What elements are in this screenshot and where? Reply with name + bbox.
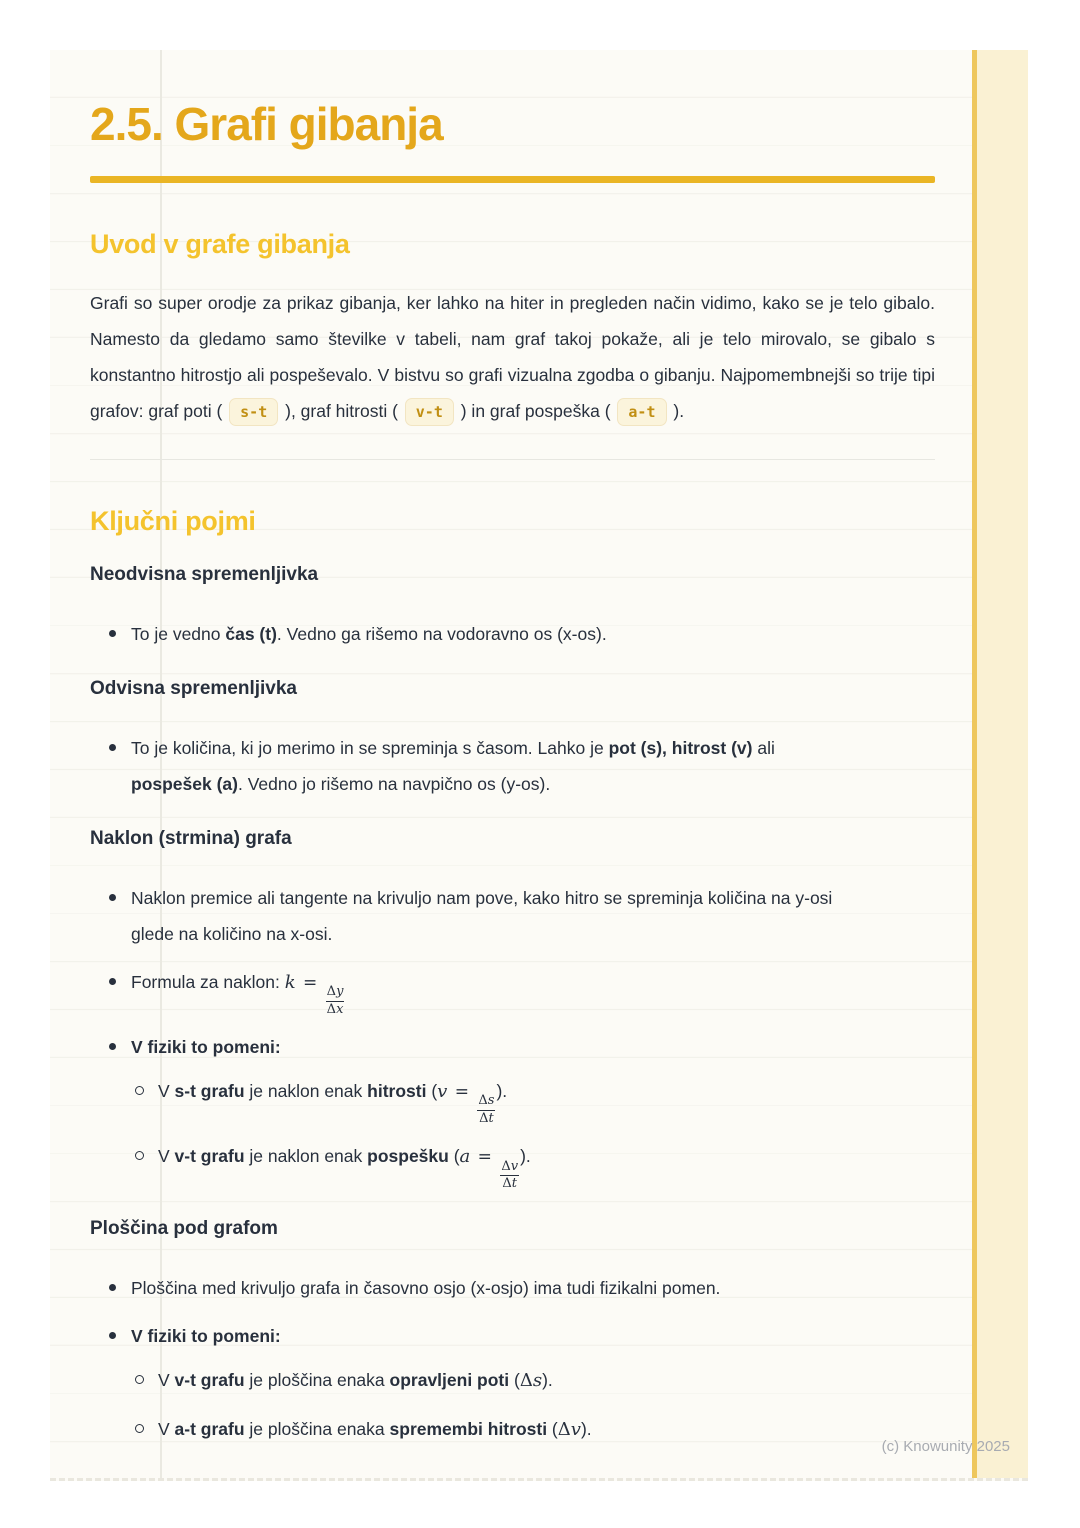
text-run: ( [547, 1418, 558, 1439]
fraction-numerator [326, 985, 345, 1002]
bullet-list [90, 616, 935, 652]
sub-bullet-list [131, 1073, 935, 1191]
inline-code-badge: s-t [229, 398, 278, 426]
math-glyph: Δ [501, 1158, 511, 1174]
sub-list-item [131, 1138, 935, 1191]
list-item [90, 616, 935, 652]
text-run: Grafi so super orodje za prikaz gibanja, ker lahko na hiter in pregleden način vidimo, kako se je telo gibalo. Namesto da gledamo samo številke v tabeli, nam graf takoj pokaže, ali je telo mirovalo, se gibalo s konstantno hitrostjo ali pospeševalo. V bistvu so grafi vizualna zgodba o gibanju. Najpomembnejši so trije tipi grafov: graf poti ( [90, 293, 935, 421]
text-run: ( [448, 1146, 460, 1167]
text-run: ( [426, 1081, 438, 1102]
equals-sign: = [297, 973, 323, 993]
math-glyph: Δ [326, 984, 337, 1000]
math-glyph: x [336, 1001, 344, 1017]
bullet-list [90, 730, 935, 802]
bullet-list [90, 1270, 935, 1448]
text-run: ali [752, 738, 775, 758]
text-run: ). [580, 1418, 592, 1439]
math-glyph: Δ [519, 1369, 533, 1391]
accent-strip [972, 50, 1028, 1478]
text-run: V [158, 1081, 175, 1102]
bold-text: V fiziki to pomeni: [131, 1037, 281, 1058]
bold-text: pospešek (a) [131, 774, 238, 794]
math-glyph: Δ [479, 1110, 489, 1126]
list-item-text [131, 1318, 841, 1354]
page-footer: (c) Knowunity 2025 [881, 1438, 1010, 1455]
text-run: ( [509, 1369, 520, 1390]
bold-text: spremembi hitrosti [389, 1418, 548, 1439]
math-variable [501, 1159, 518, 1174]
list-item [90, 1270, 935, 1306]
math-glyph: t [511, 1176, 518, 1192]
text-run: To je vedno [131, 624, 226, 644]
fraction-numerator [500, 1160, 519, 1177]
bold-text: a-t grafu [174, 1418, 245, 1439]
list-item [90, 964, 935, 1017]
math-variable [437, 1081, 447, 1102]
bold-text: s-t grafu [174, 1081, 245, 1102]
sub-heading: Odvisna spremenljivka [90, 678, 297, 699]
bold-text: hitrost (v) [671, 738, 753, 758]
math-variable [520, 1370, 542, 1391]
text-run: V [158, 1369, 175, 1390]
text-run: je ploščina enaka [244, 1369, 390, 1390]
text-run: ). [668, 401, 685, 421]
math-variable [460, 1146, 471, 1167]
math-expression [437, 1081, 496, 1126]
text-run: ) in graf pospeška ( [455, 401, 616, 421]
list-item-text [131, 880, 841, 952]
text-run: Naklon premice ali tangente na krivuljo nam pove, kako hitro se spreminja količina na y-osi glede na količino na x-osi. [131, 888, 833, 944]
math-glyph: Δ [502, 1176, 512, 1192]
sub-list-item-text [158, 1362, 868, 1399]
sub-list-item [131, 1362, 935, 1399]
list-item-text [131, 1029, 841, 1065]
page-title: 2.5. Grafi gibanja [90, 98, 443, 150]
sub-list-item-text [158, 1073, 868, 1126]
bold-text: pot (s), [608, 738, 667, 758]
text-run: . Vedno ga rišemo na vodoravno os (x-os). [276, 624, 607, 644]
text-run: ). [496, 1081, 508, 1102]
sub-heading: Ploščina pod grafom [90, 1217, 278, 1239]
math-expression [459, 1146, 521, 1192]
math-variable [327, 1002, 344, 1017]
bold-text: hitrosti [367, 1081, 427, 1102]
text-run: Formula za naklon: [131, 972, 285, 992]
sub-heading: Neodvisna spremenljivka [90, 564, 319, 585]
math-glyph: s [532, 1369, 543, 1391]
sub-list-item [131, 1411, 935, 1448]
list-item-text [131, 964, 841, 1017]
fraction-denominator [479, 1111, 494, 1127]
math-glyph: t [488, 1110, 494, 1126]
text-run: . Vedno jo rišemo na navpično os (y-os). [237, 774, 551, 794]
list-item-text [131, 730, 841, 802]
text-run: je naklon enak [244, 1081, 368, 1102]
list-item-text [131, 1270, 841, 1306]
math-expression [284, 972, 346, 1017]
math-fraction [326, 985, 345, 1017]
math-glyph: a [459, 1146, 471, 1168]
text-run: je ploščina enaka [244, 1418, 390, 1439]
sub-list-item-text [158, 1138, 868, 1191]
fraction-denominator [327, 1002, 344, 1018]
math-variable [327, 984, 344, 999]
notebook-paper [50, 50, 1028, 1481]
list-item [90, 730, 935, 802]
math-glyph: Δ [557, 1418, 571, 1440]
math-variable [502, 1176, 517, 1191]
math-glyph: k [284, 972, 296, 993]
math-variable [285, 972, 296, 993]
math-glyph: y [336, 984, 344, 1000]
bold-text: v-t grafu [174, 1369, 245, 1390]
bold-text: V fiziki to pomeni: [131, 1325, 281, 1346]
math-fraction [500, 1160, 519, 1192]
math-glyph: Δ [478, 1093, 488, 1109]
list-item [90, 1029, 935, 1191]
text-run: V [158, 1418, 175, 1439]
math-glyph: v [437, 1081, 448, 1103]
bullet-list [90, 880, 935, 1192]
section-heading: Ključni pojmi [90, 506, 256, 536]
text-run: ). [542, 1369, 553, 1390]
math-variable [478, 1093, 494, 1108]
equals-sign: = [472, 1147, 498, 1168]
math-glyph: v [570, 1418, 581, 1440]
bold-text: čas (t) [225, 624, 277, 644]
text-run: To je količina, ki jo merimo in se spreminja s časom. Lahko je [131, 738, 609, 758]
math-glyph: v [510, 1158, 519, 1174]
sub-heading: Naklon (strmina) grafa [90, 828, 292, 849]
document-content [90, 50, 935, 1460]
equals-sign: = [449, 1082, 475, 1103]
inline-code-badge: v-t [405, 398, 454, 426]
title-rule [90, 176, 935, 183]
math-variable [479, 1111, 494, 1126]
bold-text: opravljeni poti [389, 1369, 510, 1390]
math-fraction [477, 1094, 495, 1126]
list-item-text [131, 616, 841, 652]
text-run: je naklon enak [244, 1146, 368, 1167]
text-run: ). [520, 1146, 531, 1167]
fraction-numerator [477, 1094, 495, 1111]
math-glyph: Δ [326, 1001, 337, 1017]
sub-list-item [131, 1073, 935, 1126]
math-glyph: s [487, 1093, 495, 1109]
paragraph [90, 285, 935, 429]
list-item [90, 880, 935, 952]
section-heading: Uvod v grafe gibanja [90, 229, 350, 259]
text-run: Ploščina med krivuljo grafa in časovno osjo (x-osjo) ima tudi fizikalni pomen. [131, 1277, 721, 1298]
fraction-denominator [502, 1176, 517, 1192]
section-divider [90, 459, 935, 460]
math-variable [558, 1419, 581, 1440]
text-run: ), graf hitrosti ( [280, 401, 403, 421]
list-item [90, 1318, 935, 1448]
text-run: V [158, 1146, 175, 1167]
bold-text: v-t grafu [174, 1146, 245, 1167]
sub-bullet-list [131, 1362, 935, 1448]
inline-code-badge: a-t [617, 398, 666, 426]
sub-list-item-text [158, 1411, 868, 1448]
bold-text: pospešku [367, 1146, 449, 1167]
